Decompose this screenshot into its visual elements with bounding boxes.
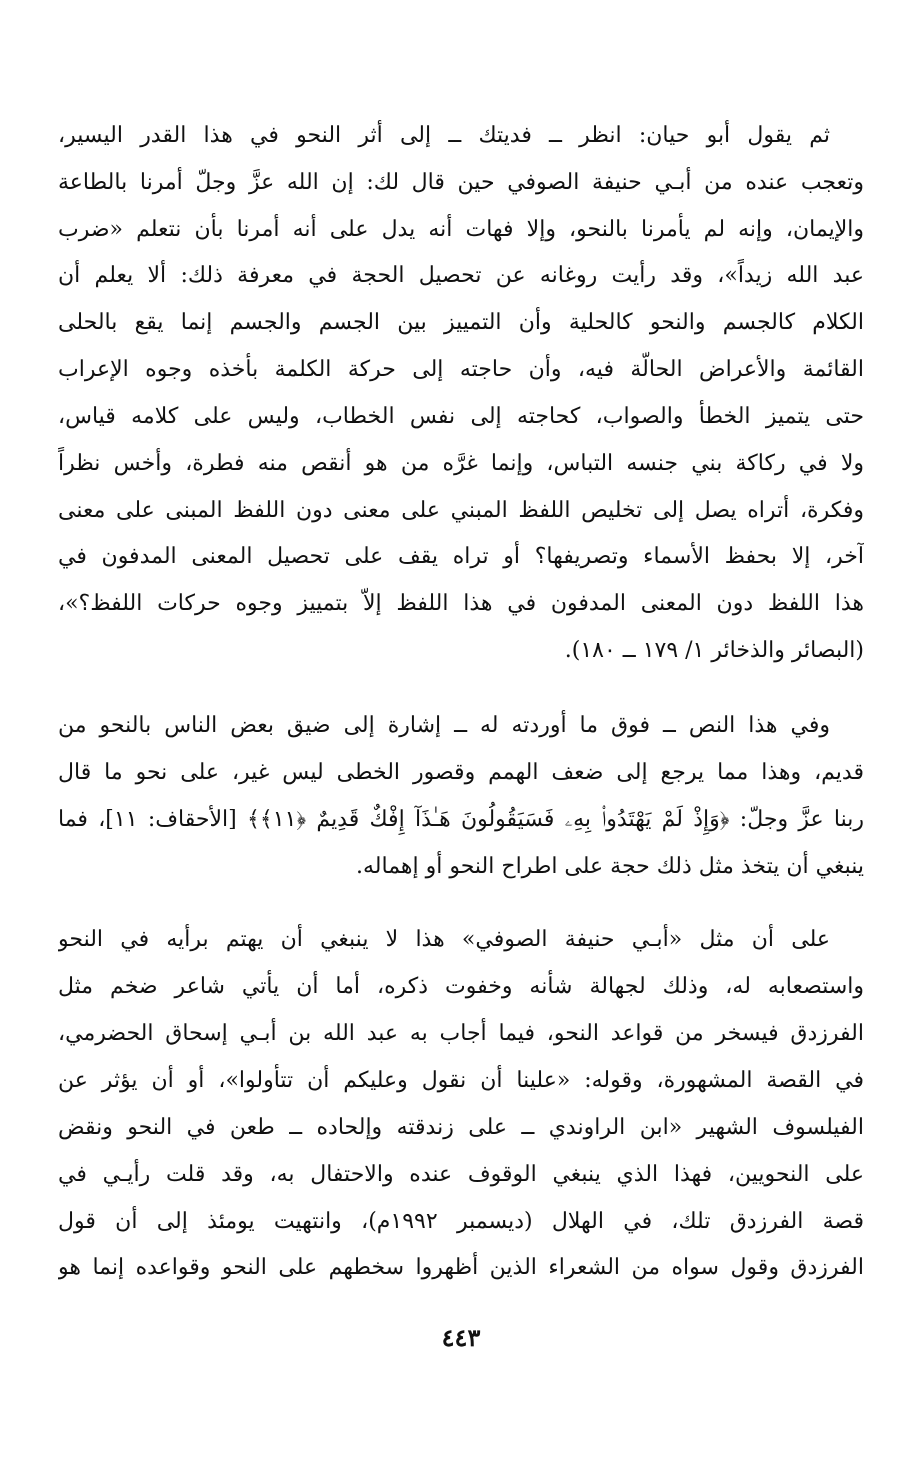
text-line: (البصائر والذخائر ١/ ١٧٩ ــ ١٨٠). — [564, 638, 864, 663]
text-line: ولا في ركاكة بني جنسه التباس، وإنما غرَّه من هو أنقص منه فطرة، وأخس نظراً — [58, 451, 864, 476]
text-line: والإيمان، وإنه لم يأمرنا بالنحو، وإلا فهات أنه يدل على أنه أمرنا بأن نتعلم «ضرب — [58, 217, 864, 242]
text-line: الكلام كالجسم والنحو كالحلية وأن التمييز بين الجسم والجسم إنما يقع بالحلى — [58, 310, 864, 335]
text-line: وفي هذا النص ــ فوق ما أوردته له ــ إشارة إلى ضيق بعض الناس بالنحو من — [58, 713, 830, 738]
text-line: في القصة المشهورة، وقوله: «علينا أن نقول وعليكم أن تتأولوا»، أو أن يؤثر عن — [58, 1068, 864, 1093]
text-line: ثم يقول أبو حيان: انظر ــ فديتك ــ إلى أثر النحو في هذا القدر اليسير، — [58, 123, 830, 148]
text-line: عبد الله زيداً»، وقد رأيت روغانه عن تحصيل الحجة في معرفة ذلك: ألا يعلم أن — [58, 263, 864, 288]
text-line: قديم، وهذا مما يرجع إلى ضعف الهمم وقصور الخطى ليس غير، على نحو ما قال — [58, 760, 864, 785]
page-number: ٤٤٣ — [441, 1323, 481, 1352]
text-line: وفكرة، أتراه يصل إلى تخليص اللفظ المبني على معنى دون اللفظ المبنى على معنى — [58, 498, 864, 523]
text-line: على أن مثل «أبـي حنيفة الصوفي» هذا لا ينبغي أن يهتم برأيه في النحو — [58, 927, 830, 952]
text-line: واستصعابه له، وذلك لجهالة شأنه وخفوت ذكره، أما أن يأتي شاعر ضخم مثل — [58, 974, 864, 999]
text-line: الفرزدق وقول سواه من الشعراء الذين أظهروا سخطهم على النحو وقواعده إنما هو — [58, 1255, 864, 1280]
text-line: آخر، إلا بحفظ الأسماء وتصريفها؟ أو تراه يقف على تحصيل المعنى المدفون في — [58, 544, 864, 569]
text-line: هذا اللفظ دون المعنى المدفون في هذا اللفظ إلاّ بتمييز وجوه حركات اللفظ؟»، — [58, 591, 864, 616]
text-line: حتى يتميز الخطأ والصواب، كحاجته إلى نفس الخطاب، وليس على كلامه قياس، — [58, 404, 864, 429]
text-line: وتعجب عنده من أبـي حنيفة الصوفي حين قال لك: إن الله عزَّ وجلّ أمرنا بالطاعة — [58, 170, 864, 195]
text-line: القائمة والأعراض الحالّة فيه، وأن حاجته إلى حركة الكلمة بأخذه وجوه الإعراب — [58, 357, 864, 382]
text-line: على النحويين، فهذا الذي ينبغي الوقوف عنده والاحتفال به، وقد قلت رأيـي في — [58, 1162, 864, 1187]
text-line: قصة الفرزدق تلك، في الهلال (ديسمبر ١٩٩٢م)، وانتهيت يومئذ إلى أن قول — [58, 1209, 864, 1234]
text-line: ينبغي أن يتخذ مثل ذلك حجة على اطراح النحو أو إهماله. — [356, 854, 864, 879]
text-line: الفرزدق فيسخر من قواعد النحو، فيما أجاب به عبد الله بن أبـي إسحاق الحضرمي، — [58, 1021, 864, 1046]
quran-verse-line: ربنا عزَّ وجلّ: ﴿وَإِذْ لَمْ يَهْتَدُوا۟ بِهِۦ فَسَيَقُولُونَ هَـٰذَآ إِفْكٌ قَدِيمٌ ﴿١١﴾﴾ [الأحقاف: ١١]، فما — [58, 807, 864, 832]
text-line: الفيلسوف الشهير «ابن الراوندي ــ على زندقته وإلحاده ــ طعن في النحو ونقض — [58, 1115, 864, 1140]
